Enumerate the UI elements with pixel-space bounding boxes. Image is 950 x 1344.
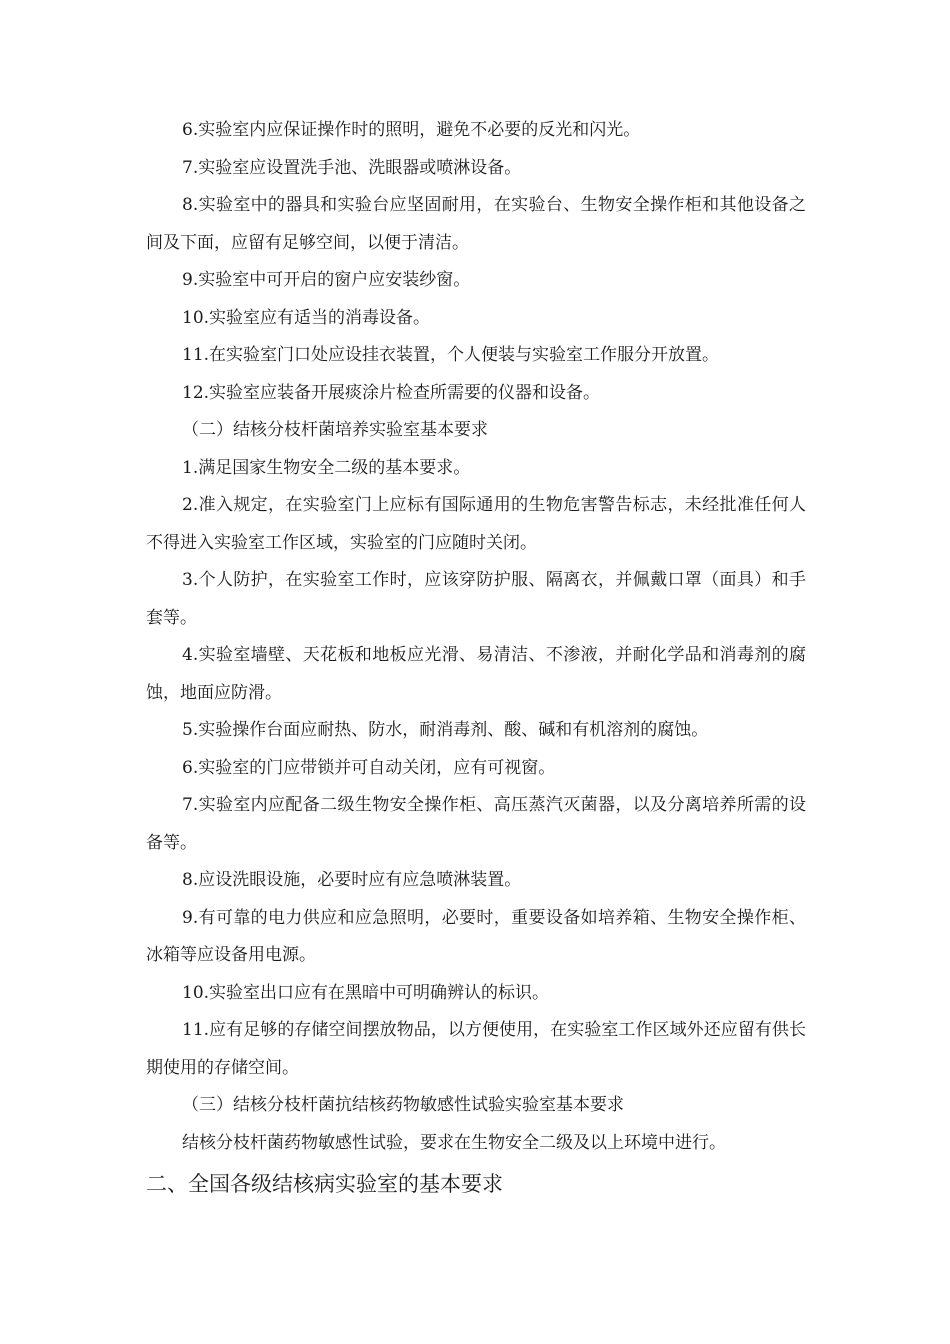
- culture-item-9: 9.有可靠的电力供应和应急照明，必要时，重要设备如培养箱、生物安全操作柜、冰箱等应设备用电源。: [146, 907, 806, 965]
- item-7-handwash: 7.实验室应设置洗手池、洗眼器或喷淋设备。: [182, 157, 522, 178]
- culture-item-2: 2.准入规定，在实验室门上应标有国际通用的生物危害警告标志，未经批准任何人不得进入实验室工作区域，实验室的门应随时关闭。: [146, 495, 806, 553]
- culture-item-7: 7.实验室内应配备二级生物安全操作柜、高压蒸汽灭菌器，以及分离培养所需的设备等。: [146, 795, 806, 853]
- culture-item-10: 10.实验室出口应有在黑暗中可明确辨认的标识。: [182, 982, 550, 1003]
- culture-item-1: 1.满足国家生物安全二级的基本要求。: [182, 457, 471, 478]
- item-6-lighting: 6.实验室内应保证操作时的照明，避免不必要的反光和闪光。: [182, 120, 641, 140]
- item-12-smear-equipment: 12.实验室应装备开展痰涂片检查所需要的仪器和设备。: [182, 382, 601, 403]
- section-heading: 二、全国各级结核病实验室的基本要求: [146, 1172, 503, 1196]
- item-8-equipment-space: 8.实验室中的器具和实验台应坚固耐用，在实验台、生物安全操作柜和其他设备之间及下面，应留有足够空间，以便于清洁。: [146, 195, 806, 253]
- culture-item-4: 4.实验室墙壁、天花板和地板应光滑、易清洁、不渗液，并耐化学品和消毒剂的腐蚀，地面应防滑。: [146, 645, 806, 703]
- subsection-heading-dst-lab: （三）结核分枝杆菌抗结核药物敏感性试验实验室基本要求: [182, 1095, 624, 1115]
- document-page: [146, 112, 806, 1204]
- culture-item-8: 8.应设洗眼设施，必要时应有应急喷淋装置。: [182, 870, 522, 890]
- item-11-coat-hanger: 11.在实验室门口处应设挂衣装置，个人便装与实验室工作服分开放置。: [182, 345, 720, 365]
- item-9-window-screen: 9.实验室中可开启的窗户应安装纱窗。: [182, 270, 471, 290]
- culture-item-3: 3.个人防护，在实验室工作时，应该穿防护服、隔离衣，并佩戴口罩（面具）和手套等。: [146, 570, 806, 628]
- item-10-disinfection: 10.实验室应有适当的消毒设备。: [182, 307, 431, 328]
- culture-item-5: 5.实验操作台面应耐热、防水，耐消毒剂、酸、碱和有机溶剂的腐蚀。: [182, 720, 709, 740]
- culture-item-11: 11.应有足够的存储空间摆放物品，以方便使用，在实验室工作区域外还应留有供长期使用的存储空间。: [146, 1020, 806, 1078]
- culture-item-6: 6.实验室的门应带锁并可自动关闭，应有可视窗。: [182, 757, 556, 778]
- subsection-heading-culture-lab: （二）结核分枝杆菌培养实验室基本要求: [182, 420, 488, 440]
- dst-requirement: 结核分枝杆菌药物敏感性试验，要求在生物安全二级及以上环境中进行。: [182, 1132, 726, 1153]
